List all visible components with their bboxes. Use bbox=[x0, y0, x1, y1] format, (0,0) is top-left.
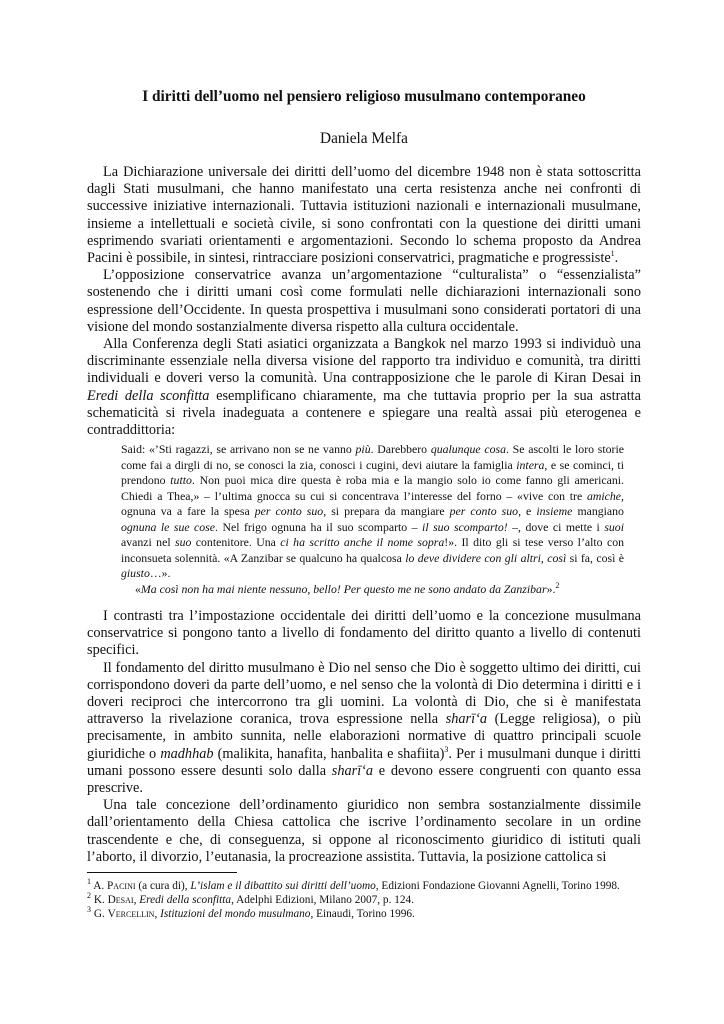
footnote-number: 3 bbox=[87, 905, 91, 915]
paragraph-5-text: . Per i musulmani dunque i diritti umani possono essere desunti solo dalla bbox=[87, 745, 641, 779]
quote-italic: intera bbox=[516, 457, 545, 472]
footnote-text: G. bbox=[91, 908, 108, 921]
quote-italic: il suo scomparto! bbox=[422, 519, 508, 534]
term-italic: madhhab bbox=[160, 745, 214, 762]
quote-text: contenitore. Una bbox=[191, 535, 281, 549]
quote-italic: così bbox=[547, 550, 567, 565]
quote-text: , e bbox=[518, 504, 537, 518]
quote-text: . Se ascolti le loro storie come fai a dirgli di no, se conosci la zia, conosci i cugini, devi aiutare la famiglia bbox=[121, 442, 624, 472]
footnote-text: , Adelphi Edizioni, Milano 2007, p. 124. bbox=[231, 894, 414, 907]
quote-text: , si prepara da mangiare bbox=[323, 504, 450, 518]
quote-italic: più bbox=[355, 442, 371, 456]
paragraph-5-text: (Legge religiosa), o più precisamente, in ambito sunnita, nelle elaborazioni normative di quattro principali scuole giuridiche o bbox=[87, 711, 641, 762]
footnote-1 bbox=[87, 879, 641, 893]
quote-text: …». bbox=[149, 566, 171, 580]
quote-italic: ognuna le sue cose bbox=[121, 519, 216, 534]
footnotes bbox=[87, 879, 641, 922]
term-italic: sharī‘a bbox=[445, 711, 487, 728]
footnote-text: , bbox=[154, 908, 161, 921]
footnote-author: Vercellin bbox=[107, 908, 155, 921]
footnote-text: , bbox=[133, 894, 140, 907]
author-name: Daniela Melfa bbox=[320, 130, 408, 147]
footnote-number: 2 bbox=[87, 891, 91, 901]
quote-italic: tutto bbox=[170, 473, 192, 487]
paragraph-3-text: Alla Conferenza degli Stati asiatici organizzata a Bangkok nel marzo 1993 si individuò una discriminante essenziale nella diversa visione del rapporto tra individuo e comunità, tra diritti individuali e doveri verso la comunità. Una contrapposizione che le parole di Kiran Desai in bbox=[87, 336, 641, 387]
paragraph-1-text: La Dichiarazione universale dei diritti dell’uomo del dicembre 1948 non è stata sottoscritta dagli Stati musulmani, che hanno manifestato una certa resistenza anche nei confronti di successive iniziative internazionali. Tuttavia istituzioni nazionali e internazionali musulmane, insieme a intellettuali e società civile, si sono confrontati con la questione dei diritti umani esprimendo svariati orientamenti e argomentazioni. Secondo lo schema proposto da Andrea Pacini è possibile, in sintesi, rintracciare posizioni conservatrici, pragmatiche e progressiste bbox=[87, 164, 641, 267]
footnote-ref-2[interactable]: 2 bbox=[555, 580, 560, 590]
quote-text: Said: «’Sti ragazzi, se arrivano non se ne vanno bbox=[121, 442, 356, 456]
quote-text: « bbox=[135, 581, 141, 596]
quote-italic: per conto suo bbox=[449, 504, 519, 518]
footnote-ref-1[interactable]: 1 bbox=[610, 249, 615, 259]
paragraph-5-text: Il fondamento del diritto musulmano è Dio nel senso che Dio è soggetto ultimo dei diritti, cui corrispondono doveri da parte dell’uomo, e nel senso che la volontà di Dio determina i diritti e i doveri reciproci che intercorrono tra gli uomini. La volontà di Dio, che si è manifestata attraverso la rivelazione coranica, trova espressione nella bbox=[87, 659, 641, 728]
paragraph-3-end: esemplificano chiaramente, ma che tuttavia proprio per la sua astratta schematicità si rivela inadeguata a contenere e spiegare una realtà assai più eterogenea e contraddittoria: bbox=[87, 387, 641, 439]
paragraph-4: I contrasti tra l’impostazione occidentale dei diritti dell’uomo e la concezione musulmana conservatrice si pongono tanto a livello di fondamento del diritto quanto a livello di contenuti specifici. bbox=[87, 608, 641, 659]
footnote-2 bbox=[87, 893, 641, 907]
paragraph-1 bbox=[87, 164, 641, 267]
footnote-author: Pacini bbox=[107, 880, 136, 892]
footnote-ref-3[interactable]: 3 bbox=[444, 744, 449, 754]
term-italic: sharī‘a bbox=[331, 762, 374, 779]
footnote-text: K. bbox=[91, 894, 108, 907]
paragraph-5-end: e devono essere congruenti con quanto essa prescrive. bbox=[87, 762, 641, 797]
footnote-work-title: Eredi della sconfitta bbox=[139, 894, 232, 907]
quote-italic: suo bbox=[175, 535, 192, 549]
quote-paragraph-1 bbox=[121, 442, 624, 582]
quote-italic: lo deve dividere con gli altri bbox=[405, 550, 541, 565]
footnote-author: Desai bbox=[107, 894, 134, 907]
paragraph-6: Una tale concezione dell’ordinamento giuridico non sembra sostanzialmente dissimile dall’orientamento della Chiesa cattolica che iscrive l’ordinamento secolare in un ordine trascendente e che, di conseguenza, si oppone al riconoscimento giuridico di istituti quali l’aborto, il divorzio, l’eutanasia, la procreazione assistita. Tuttavia, la posizione cattolica si bbox=[87, 797, 641, 865]
quote-italic: qualunque cosa bbox=[430, 442, 506, 456]
quote-italic: insieme bbox=[536, 504, 573, 518]
quote-text: avanzi nel bbox=[121, 535, 175, 549]
quote-text: !». Il dito gli si tese verso l’alto con inconsueta solennità. «A Zanzibar se qualcuno ha qualcosa bbox=[121, 535, 624, 565]
book-title-italic: Eredi della sconfitta bbox=[87, 387, 210, 404]
quote-text: . Non puoi mica dire questa è roba mia e la mangio solo io come fanno gli americani. Chiedi a Thea,» – l’ultima gnocca su cui si concentrava l’interesse del forno – «vive con tre bbox=[121, 473, 624, 503]
footnote-text: , Edizioni Fondazione Giovanni Agnelli, Torino 1998. bbox=[375, 880, 620, 892]
quote-italic: ci ha scritto anche il nome sopra bbox=[280, 535, 445, 549]
quote-text: ». bbox=[546, 581, 556, 596]
paragraph-5-text: (malikita, hanafita, hanbalita e shafiita) bbox=[213, 745, 445, 762]
quote-text: . Nel frigo ognuna ha il suo scomparto – bbox=[215, 519, 423, 534]
quote-paragraph-2 bbox=[121, 582, 624, 598]
paragraph-2: L’opposizione conservatrice avanza un’argomentazione “culturalista” o “essenzialista” sostenendo che i diritti umani così come formulati nelle dichiarazioni internazionali sono espressione dell’Occidente. In questa prospettiva i musulmani sono considerati portatori di una visione del mondo sostanzialmente diversa rispetto alla cultura occidentale. bbox=[87, 267, 641, 335]
footnote-text: A. bbox=[91, 880, 108, 892]
block-quote bbox=[121, 442, 624, 597]
footnote-text: (a cura di), bbox=[135, 880, 191, 892]
quote-text: –, dove ci mette i bbox=[507, 519, 605, 534]
footnote-3 bbox=[87, 907, 641, 921]
document-title: I diritti dell’uomo nel pensiero religioso musulmano contemporaneo bbox=[142, 88, 586, 105]
quote-text: , ognuna va a fare la spesa bbox=[121, 488, 624, 518]
quote-text: si fa, così è bbox=[566, 550, 624, 565]
quote-italic: per conto suo bbox=[254, 504, 324, 518]
footnote-number: 1 bbox=[87, 877, 91, 887]
quote-text: . Darebbero bbox=[370, 442, 431, 456]
footnote-work-title: L’islam e il dibattito sui diritti dell’uomo bbox=[190, 880, 376, 892]
quote-italic: Ma così non ha mai niente nessuno, bello! Per questo me ne sono andato da Zanzibar bbox=[140, 581, 547, 596]
quote-text: mangiano bbox=[572, 504, 624, 518]
quote-text: , bbox=[540, 550, 548, 565]
footnote-divider bbox=[87, 872, 237, 873]
quote-text: , e se cominci, ti prendono bbox=[121, 457, 624, 487]
body-section-1 bbox=[87, 164, 641, 439]
footnote-text: , Einaudi, Torino 1996. bbox=[310, 908, 415, 921]
quote-italic: giusto bbox=[121, 566, 150, 580]
quote-italic: amiche bbox=[586, 488, 622, 503]
paragraph-5 bbox=[87, 660, 641, 798]
quote-italic: suoi bbox=[604, 519, 624, 534]
paragraph-3 bbox=[87, 336, 641, 439]
footnote-work-title: Istituzioni del mondo musulmano bbox=[160, 908, 311, 921]
paragraph-1-end: . bbox=[614, 250, 619, 267]
body-section-2 bbox=[87, 608, 641, 866]
